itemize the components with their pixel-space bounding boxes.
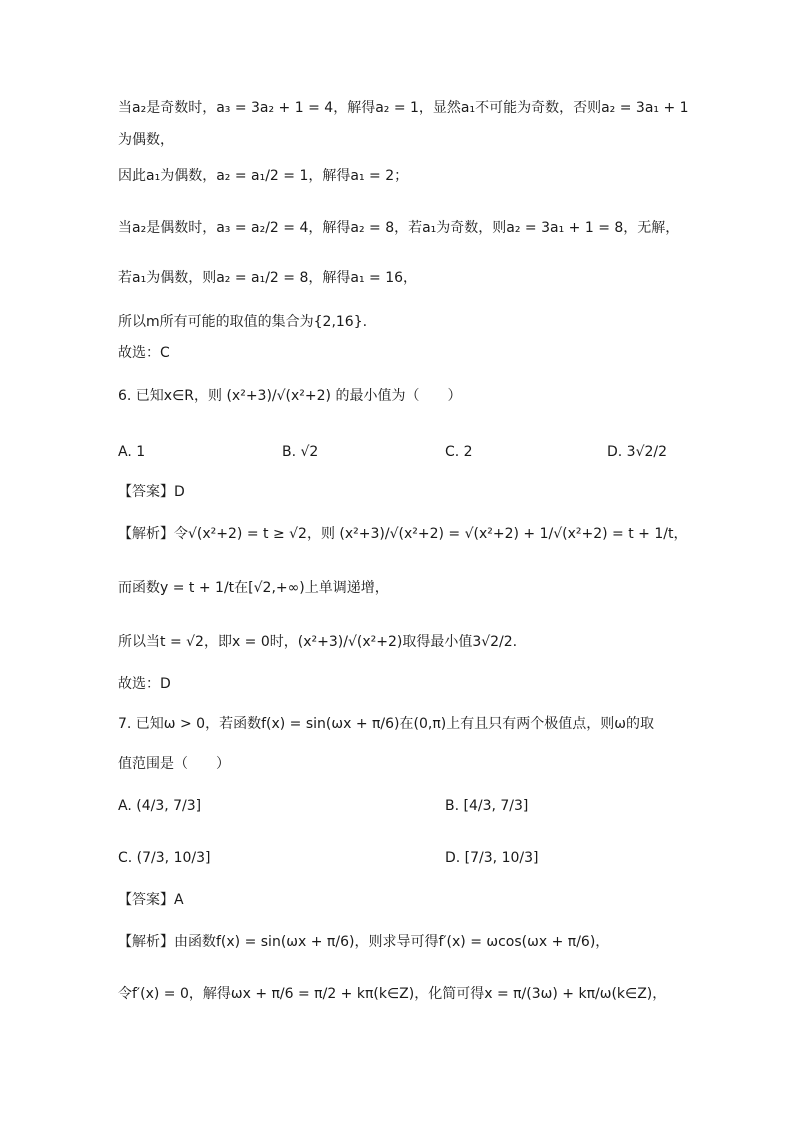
q7-analysis-2: 令f′(x) = 0，解得ωx + π/6 = π/2 + kπ(k∈Z)，化简可得x = π/(3ω) + kπ/ω(k∈Z)， [118, 986, 667, 1002]
question-7-stem-2: 值范围是（ ） [118, 756, 230, 772]
q6-analysis-1: 【解析】令√(x²+2) = t ≥ √2，则 (x²+3)/√(x²+2) = √(x²+2) + 1/√(x²+2) = t + 1/t， [118, 526, 688, 542]
solution-line-3: 因此a₁为偶数，a₂ = a₁/2 = 1，解得a₁ = 2； [118, 168, 409, 184]
solution-line-4: 当a₂是偶数时，a₃ = a₂/2 = 4，解得a₂ = 8，若a₁为奇数，则a₂ = 3a₁ + 1 = 8，无解， [118, 220, 680, 236]
solution-line-2: 为偶数， [118, 132, 174, 148]
q6-choice: 故选：D [118, 676, 171, 692]
q7-option-b: B. [4/3, 7/3] [445, 798, 529, 814]
q7-analysis-1: 【解析】由函数f(x) = sin(ωx + π/6)，则求导可得f′(x) = ωcos(ωx + π/6)， [118, 934, 610, 950]
question-7-stem-1: 7. 已知ω > 0，若函数f(x) = sin(ωx + π/6)在(0,π)上有且只有两个极值点，则ω的取 [118, 716, 654, 732]
q6-option-b: B. √2 [282, 444, 319, 460]
q7-option-d: D. [7/3, 10/3] [445, 850, 539, 866]
q6-answer: 【答案】D [118, 484, 185, 500]
q6-option-d: D. 3√2/2 [607, 444, 668, 460]
q7-option-c: C. (7/3, 10/3] [118, 850, 211, 866]
q7-option-a: A. (4/3, 7/3] [118, 798, 202, 814]
solution-choice: 故选：C [118, 345, 170, 361]
q6-option-a: A. 1 [118, 444, 146, 460]
q6-option-c: C. 2 [445, 444, 473, 460]
q7-answer: 【答案】A [118, 892, 184, 908]
q6-analysis-2: 而函数y = t + 1/t在[√2,+∞)上单调递增， [118, 580, 389, 596]
solution-line-5: 若a₁为偶数，则a₂ = a₁/2 = 8，解得a₁ = 16， [118, 270, 418, 286]
solution-line-1: 当a₂是奇数时，a₃ = 3a₂ + 1 = 4，解得a₂ = 1，显然a₁不可能为奇数，否则a₂ = 3a₁ + 1 [118, 100, 689, 116]
solution-line-6: 所以m所有可能的取值的集合为{2,16}. [118, 314, 368, 330]
question-6-stem: 6. 已知x∈R，则 (x²+3)/√(x²+2) 的最小值为（ ） [118, 388, 462, 404]
q6-analysis-3: 所以当t = √2，即x = 0时，(x²+3)/√(x²+2)取得最小值3√2/2. [118, 634, 518, 650]
